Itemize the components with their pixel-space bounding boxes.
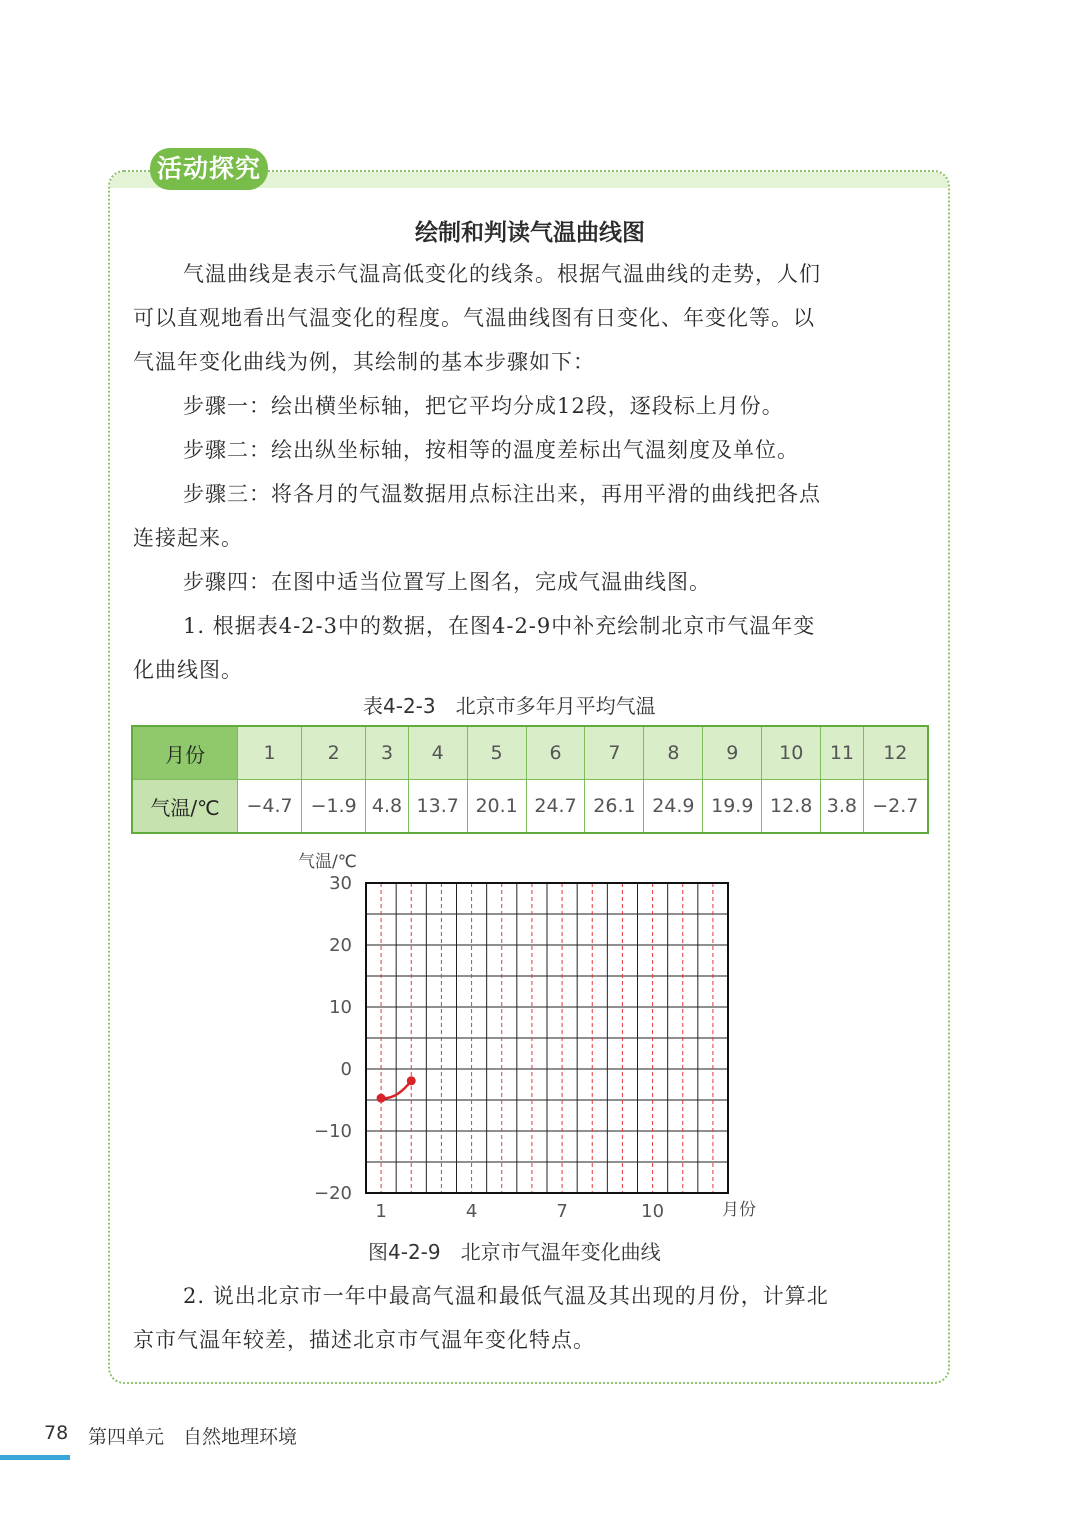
y-tick-label: 20 [329, 935, 352, 956]
month-cell: 10 [762, 726, 821, 780]
intro-line-3: 气温年变化曲线为例，其绘制的基本步骤如下： [133, 350, 595, 374]
temperature-chart [290, 845, 780, 1225]
month-cell: 5 [467, 726, 526, 780]
temp-cell: 20.1 [467, 780, 526, 834]
month-cell: 11 [821, 726, 863, 780]
question-2-line-2: 京市气温年较差，描述北京市气温年变化特点。 [133, 1328, 595, 1352]
temp-cell: −2.7 [863, 780, 928, 834]
question-2-line-1: 2. 说出北京市一年中最高气温和最低气温及其出现的月份，计算北 [183, 1284, 829, 1308]
table-row-months [132, 726, 928, 780]
x-tick-label: 1 [375, 1201, 387, 1222]
question-1-line-1: 1. 根据表4-2-3中的数据，在图4-2-9中补充绘制北京市气温年变 [183, 614, 816, 638]
unit-title: 第四单元 自然地理环境 [88, 1426, 298, 1448]
footer-accent-bar [0, 1455, 70, 1460]
month-cell: 4 [408, 726, 467, 780]
step-2: 步骤二：绘出纵坐标轴，按相等的温度差标出气温刻度及单位。 [183, 438, 799, 462]
x-tick-label: 4 [465, 1201, 478, 1222]
temp-cell: 12.8 [762, 780, 821, 834]
table-row-temps [132, 780, 928, 834]
y-tick-label: 30 [329, 873, 352, 894]
paragraph-steps [133, 384, 928, 692]
temp-cell: 3.8 [821, 780, 863, 834]
x-axis-label: 月份 [722, 1200, 756, 1220]
figure-caption: 图4-2-9 北京市气温年变化曲线 [368, 1240, 661, 1264]
step-4: 步骤四：在图中适当位置写上图名，完成气温曲线图。 [183, 570, 711, 594]
month-cell: 1 [238, 726, 302, 780]
data-point [407, 1076, 416, 1085]
x-tick-label: 10 [641, 1201, 665, 1222]
paragraph-intro [133, 252, 928, 384]
x-tick-label: 7 [556, 1201, 568, 1222]
data-point [377, 1094, 386, 1103]
intro-line-1: 气温曲线是表示气温高低变化的线条。根据气温曲线的走势，人们 [183, 262, 821, 286]
temp-cell: 24.9 [644, 780, 703, 834]
temp-cell: 13.7 [408, 780, 467, 834]
intro-line-2: 可以直观地看出气温变化的程度。气温曲线图有日变化、年变化等。以 [133, 306, 815, 330]
temp-cell: 24.7 [526, 780, 585, 834]
paragraph-question-2 [133, 1274, 928, 1362]
temperature-table [131, 725, 929, 834]
row-header-temp: 气温/℃ [132, 780, 238, 834]
y-tick-label: 0 [340, 1059, 352, 1080]
month-cell: 12 [863, 726, 928, 780]
month-cell: 2 [302, 726, 366, 780]
section-title: 绘制和判读气温曲线图 [415, 220, 645, 246]
y-tick-label: 10 [329, 997, 352, 1018]
month-cell: 8 [644, 726, 703, 780]
month-cell: 3 [366, 726, 408, 780]
temp-cell: −4.7 [238, 780, 302, 834]
temp-cell: 26.1 [585, 780, 644, 834]
y-tick-label: −10 [314, 1121, 352, 1142]
step-1: 步骤一：绘出横坐标轴，把它平均分成12段，逐段标上月份。 [183, 394, 784, 418]
temp-cell: −1.9 [302, 780, 366, 834]
step-3-line-2: 连接起来。 [133, 526, 243, 550]
question-1-line-2: 化曲线图。 [133, 658, 243, 682]
y-axis-label: 气温/℃ [298, 852, 357, 872]
temp-cell: 4.8 [366, 780, 408, 834]
month-cell: 9 [703, 726, 762, 780]
step-3-line-1: 步骤三：将各月的气温数据用点标注出来，再用平滑的曲线把各点 [183, 482, 821, 506]
month-cell: 7 [585, 726, 644, 780]
activity-tag: 活动探究 [150, 148, 268, 190]
month-cell: 6 [526, 726, 585, 780]
table-caption: 表4-2-3 北京市多年月平均气温 [363, 694, 656, 718]
page-number: 78 [44, 1422, 69, 1444]
y-tick-label: −20 [314, 1183, 352, 1204]
row-header-month: 月份 [132, 726, 238, 780]
temp-cell: 19.9 [703, 780, 762, 834]
chart-grid [366, 883, 728, 1193]
